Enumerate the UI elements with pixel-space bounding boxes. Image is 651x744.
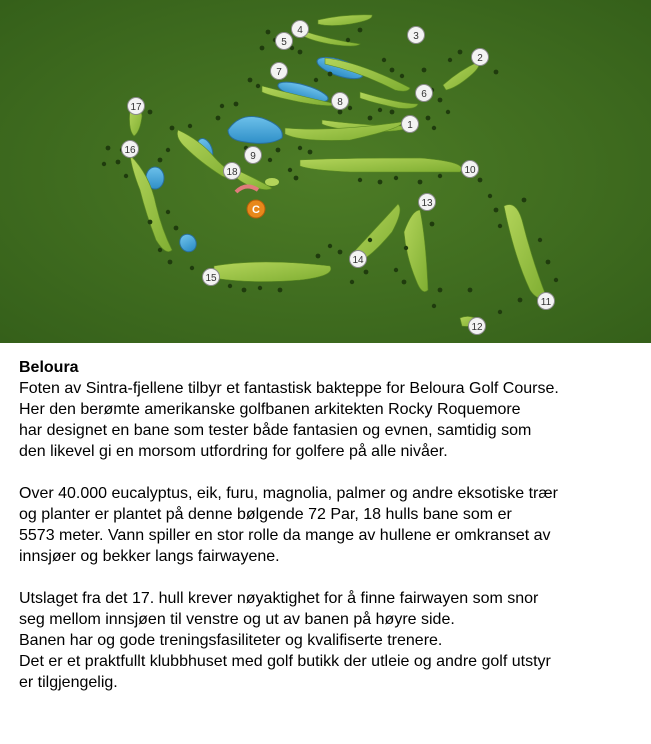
hole-number: 18 (226, 167, 238, 178)
hole-marker-6[interactable] (416, 85, 433, 102)
hole-number: 17 (130, 102, 142, 113)
description-paragraph-1: Foten av Sintra-fjellene tilbyr et fantastisk bakteppe for Beloura Golf Course. Her den berømte amerikanske golfbanen arkitekten Rocky Roquemore har designet en bane som tester både fantasien og evnen, samtidig som den likevel gi en morsom utfordring for golfere på alle nivåer. (19, 380, 559, 460)
clubhouse-label: C (252, 204, 260, 216)
hole-number: 15 (205, 273, 217, 284)
hole-number: 8 (337, 97, 343, 108)
hole-number: 14 (352, 255, 364, 266)
hole-number: 5 (281, 37, 287, 48)
hole-marker-2[interactable] (472, 49, 489, 66)
hole-number: 16 (124, 145, 136, 156)
hole-marker-11[interactable] (538, 293, 555, 310)
course-map (0, 0, 651, 343)
hole-marker-12[interactable] (469, 318, 486, 335)
hole-number: 4 (297, 25, 303, 36)
hole-number: 13 (421, 198, 433, 209)
hole-marker-1[interactable] (402, 116, 419, 133)
hole-number: 3 (413, 31, 419, 42)
course-title: Beloura (19, 359, 79, 376)
hole-marker-5[interactable] (276, 33, 293, 50)
hole-marker-18[interactable] (224, 163, 241, 180)
hole-number: 9 (250, 151, 256, 162)
hole-marker-3[interactable] (408, 27, 425, 44)
description-paragraph-3: Utslaget fra det 17. hull krever nøyaktighet for å finne fairwayen som snor seg mellom innsjøen til venstre og ut av banen på høyre side. Banen har og gode treningsfasiliteter og kvalifiserte trenere. Det er et praktfullt klubbhuset med golf butikk der utleie og andre golf utstyr er tilgjengelig. (19, 590, 551, 691)
description-paragraph-2: Over 40.000 eucalyptus, eik, furu, magnolia, palmer og andre eksotiske trær og planter er plantet på denne bølgende 72 Par, 18 hulls bane som er 5573 meter. Vann spiller en stor rolle da mange av hullene er omkranset av innsjøer og bekker langs fairwayene. (19, 485, 558, 565)
hole-marker-16[interactable] (122, 141, 139, 158)
hole-marker-17[interactable] (128, 98, 145, 115)
hole-number: 6 (421, 89, 427, 100)
fairway-10 (300, 158, 462, 172)
hole-number: 10 (464, 165, 476, 176)
hole-number: 12 (471, 322, 483, 333)
hole-marker-4[interactable] (292, 21, 309, 38)
hole-marker-10[interactable] (462, 161, 479, 178)
clubhouse-marker[interactable] (247, 200, 265, 218)
hole-marker-14[interactable] (350, 251, 367, 268)
hole-marker-8[interactable] (332, 93, 349, 110)
hole-marker-15[interactable] (203, 269, 220, 286)
hole-number: 2 (477, 53, 483, 64)
hole-number: 7 (276, 67, 282, 78)
hole-marker-9[interactable] (245, 147, 262, 164)
course-description (19, 357, 644, 714)
hole-number: 11 (540, 297, 552, 308)
hole-marker-13[interactable] (419, 194, 436, 211)
hole-number: 1 (407, 120, 413, 131)
map-background (0, 0, 651, 343)
hole-marker-7[interactable] (271, 63, 288, 80)
